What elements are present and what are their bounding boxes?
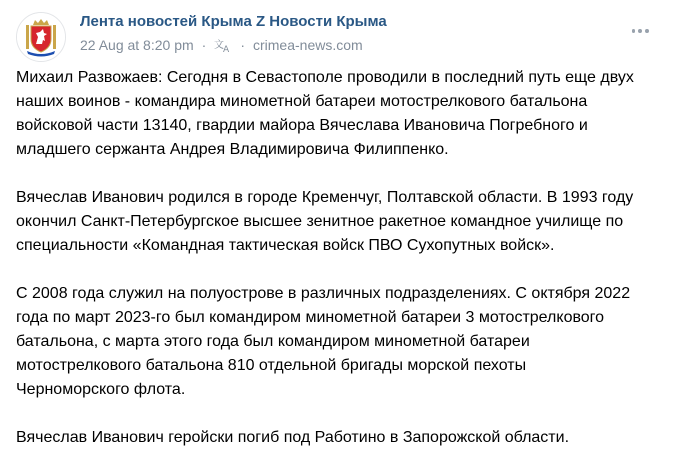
channel-title[interactable]: Лента новостей Крыма Z Новости Крыма (80, 13, 387, 30)
post-meta (80, 37, 363, 53)
channel-avatar[interactable] (16, 12, 66, 62)
post-header (16, 11, 660, 59)
source-link[interactable]: crimea-news.com (252, 37, 363, 53)
translate-icon[interactable] (214, 37, 232, 53)
meta-separator: · (201, 37, 207, 53)
crimea-coat-of-arms-icon (17, 13, 65, 61)
post-body (16, 66, 656, 474)
meta-separator-2: · (240, 37, 245, 53)
svg-text:文: 文 (214, 40, 225, 51)
more-dots-icon[interactable] (630, 21, 650, 41)
svg-text:A: A (223, 45, 230, 53)
post-date[interactable]: 22 Aug at 8:20 pm (80, 37, 194, 53)
post-paragraph: Вячеслав Иванович родился в городе Кременчуг, Полтавской области. В 1993 году окончил Санкт-Петербургское высшее зенитное ракетное командное училище по специальности «Командная тактическая войск ПВО Сухопутных войск». (16, 189, 634, 254)
post-paragraph: С 2008 года служил на полуострове в различных подразделениях. С октября 2022 года по март 2023-го был командиром минометной батареи 3 мотострелкового батальона, с марта этого года был командиром минометной батареи мотострелкового батальона 810 отдельной бригады морской пехоты Черноморского флота. (16, 285, 631, 398)
post-paragraph: Михаил Развожаев: Сегодня в Севастополе проводили в последний путь еще двух наших воинов - командира минометной батареи мотострелкового батальона войсковой части 13140, гвардии майора Вячеслава Ивановича Погребного и младшего сержанта Андрея Владимировича Филиппенко. (16, 69, 634, 158)
post-paragraph: Вячеслав Иванович геройски погиб под Работино в Запорожской области. (16, 429, 570, 446)
